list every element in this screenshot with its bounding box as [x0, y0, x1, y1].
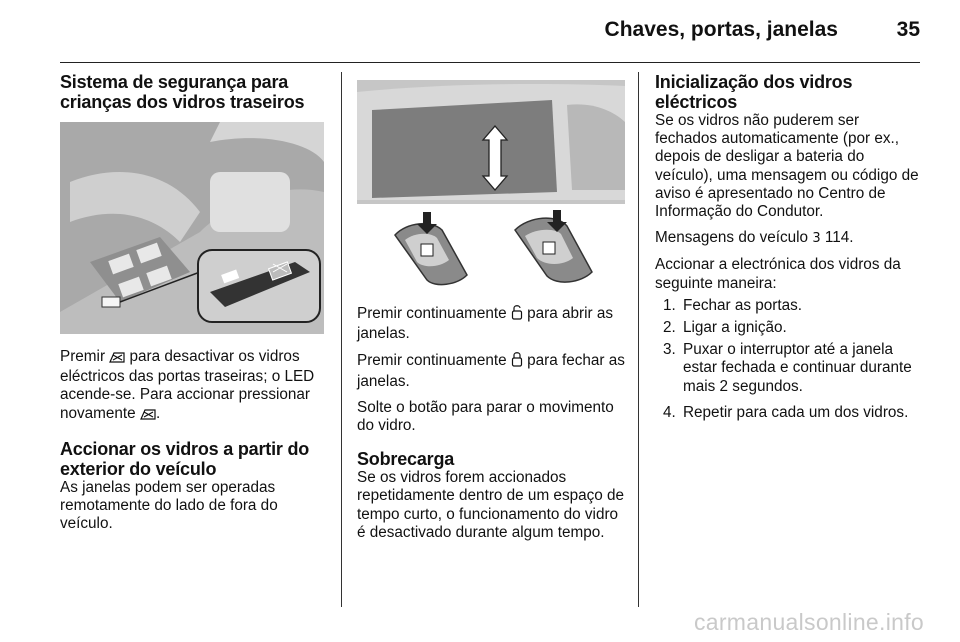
child-lock-icon — [109, 349, 125, 368]
page-reference-arrow-icon: 3 — [812, 231, 821, 247]
section-heading-window-init: Inicialização dos vidros eléctricos — [655, 72, 853, 112]
section-heading-child-lock: Sistema de segurança para crianças dos vidros traseiros — [60, 72, 305, 112]
page-header — [60, 0, 920, 63]
paragraph-overload: Se os vidros forem accionados repetidamente dentro de um espaço de tempo curto, o funcionamento do vidro é desactivado durante algum tempo. — [357, 469, 625, 541]
column-divider — [638, 72, 639, 607]
remote-window-illustration — [357, 80, 625, 290]
column-1 — [60, 72, 324, 533]
page-number: 35 — [896, 18, 920, 41]
paragraph-close-windows: Premir continuamente para fechar as janelas. — [357, 352, 625, 390]
list-item: 2. Ligar a ignição. — [663, 319, 787, 337]
list-item: 4. Repetir para cada um dos vidros. — [663, 403, 909, 421]
paragraph-window-init: Se os vidros não puderem ser fechados automaticamente (por ex., depois de desligar a bateria do veículo), uma mensagem ou código de aviso é apresentado no Centro de Informação do Condutor. — [655, 112, 919, 221]
paragraph-stop-window: Solte o botão para parar o movimento do vidro. — [357, 398, 614, 435]
paragraph-remote-windows: As janelas podem ser operadas remotamente do lado de fora do veículo. — [60, 478, 278, 533]
paragraph-procedure-intro: Accionar a electrónica dos vidros da seguinte maneira: — [655, 256, 901, 292]
section-heading-remote-windows: Accionar os vidros a partir do exterior do veículo — [60, 438, 310, 479]
watermark: carmanualsonline.info — [693, 609, 924, 635]
procedure-steps — [655, 297, 925, 422]
list-item: 3. Puxar o interruptor até a janela estar fechada e continuar durante mais 2 segundos. — [663, 341, 912, 395]
paragraph-vehicle-messages: Mensagens do veículo 3 114. — [655, 229, 854, 247]
section-heading-overload: Sobrecarga — [357, 449, 455, 470]
paragraph-open-windows: Premir continuamente para abrir as janelas. — [357, 305, 614, 343]
unlock-padlock-icon — [511, 304, 523, 325]
column-divider — [341, 72, 342, 607]
child-lock-illustration — [60, 122, 324, 334]
column-2 — [357, 72, 625, 542]
page-title: Chaves, portas, janelas — [604, 18, 838, 41]
child-lock-icon — [140, 406, 156, 425]
lock-padlock-icon — [511, 351, 523, 372]
list-item: 1. Fechar as portas. — [663, 296, 803, 314]
paragraph-child-lock: Premir para desactivar os vidros eléctricos das portas traseiras; o LED acende-se. Para accionar pressionar novamente . — [60, 348, 324, 425]
column-3 — [655, 72, 925, 422]
